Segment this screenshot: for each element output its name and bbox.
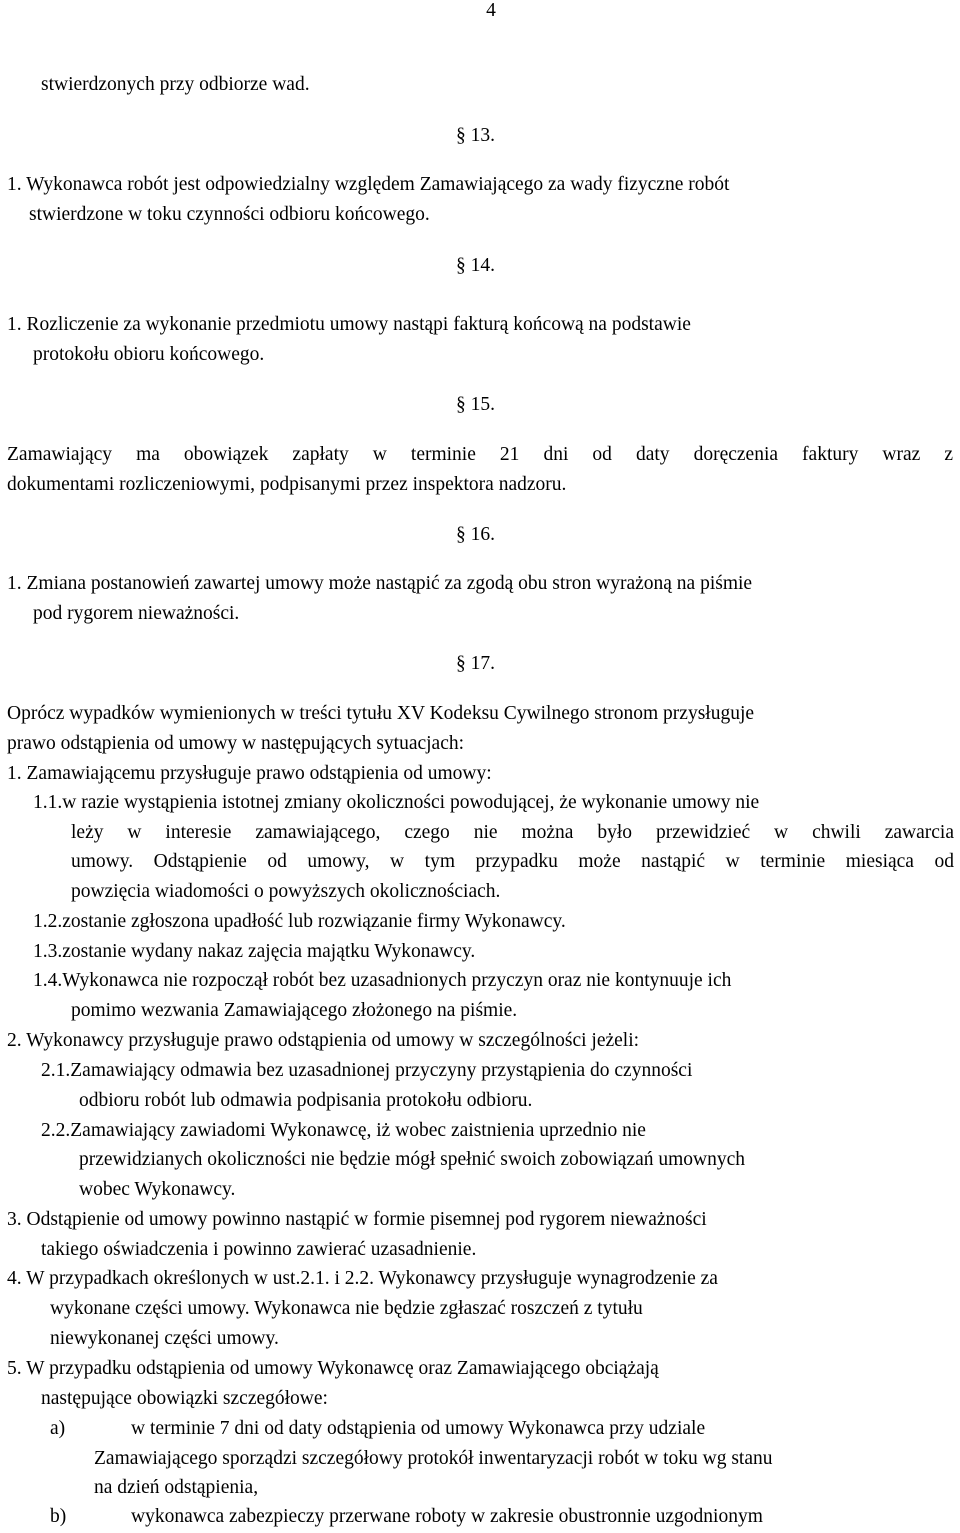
text-line: dokumentami rozliczeniowymi, podpisanymi przez inspektora nadzoru. — [7, 474, 567, 495]
page-number: 4 — [486, 0, 496, 21]
text-line: odbioru robót lub odmawia podpisania protokołu odbioru. — [79, 1090, 533, 1111]
text-line: wykonane części umowy. Wykonawca nie będzie zgłaszać roszczeń z tytułu — [50, 1298, 643, 1319]
text-line: Zamawiającego sporządzi szczegółowy protokół inwentaryzacji robót w toku wg stanu — [94, 1448, 773, 1469]
text-line: protokołu obioru końcowego. — [33, 344, 265, 365]
text-line: następujące obowiązki szczegółowe: — [41, 1388, 328, 1409]
text-line: wobec Wykonawcy. — [79, 1179, 236, 1200]
text-line: 2.2.Zamawiający zawiadomi Wykonawcę, iż wobec zaistnienia uprzednio nie — [41, 1120, 646, 1141]
text-line: 1.4.Wykonawca nie rozpoczął robót bez uzasadnionych przyczyn oraz nie kontynuuje ich — [33, 970, 732, 991]
text-line: stwierdzonych przy odbiorze wad. — [41, 74, 310, 95]
text-line: pomimo wezwania Zamawiającego złożonego na piśmie. — [71, 1000, 518, 1021]
section-heading: § 15. — [456, 394, 495, 415]
text-line: 1.2.zostanie zgłoszona upadłość lub rozwiązanie firmy Wykonawcy. — [33, 911, 566, 932]
text-line: w terminie 7 dni od daty odstąpienia od umowy Wykonawca przy udziale — [131, 1418, 706, 1439]
text-line: 1.1.w razie wystąpienia istotnej zmiany okoliczności powodującej, że wykonanie umowy nie — [33, 792, 760, 813]
text-line: stwierdzone w toku czynności odbioru końcowego. — [29, 204, 430, 225]
section-heading: § 14. — [456, 255, 495, 276]
text-line: 1. Rozliczenie za wykonanie przedmiotu umowy nastąpi fakturą końcową na podstawie — [7, 314, 691, 335]
text-line: a) — [50, 1418, 66, 1439]
text-line: Oprócz wypadków wymienionych w treści tytułu XV Kodeksu Cywilnego stronom przysługuje — [7, 703, 755, 724]
text-line: b) — [50, 1506, 67, 1527]
text-line: umowy. Odstąpienie od umowy, w tym przypadku może nastąpić w terminie miesiąca od — [71, 851, 954, 872]
text-line: powzięcia wiadomości o powyższych okolicznościach. — [71, 881, 501, 902]
text-line: 2.1.Zamawiający odmawia bez uzasadnionej przyczyny przystąpienia do czynności — [41, 1060, 693, 1081]
text-line: niewykonanej części umowy. — [50, 1328, 279, 1349]
text-line: przewidzianych okoliczności nie będzie mógł spełnić swoich zobowiązań umownych — [79, 1149, 746, 1170]
text-line: na dzień odstąpienia, — [94, 1477, 259, 1498]
text-line: 1. Wykonawca robót jest odpowiedzialny względem Zamawiającego za wady fizyczne robót — [7, 174, 730, 195]
section-heading: § 13. — [456, 125, 495, 146]
text-line: 3. Odstąpienie od umowy powinno nastąpić w formie pisemnej pod rygorem nieważności — [7, 1209, 707, 1230]
text-line: 1.3.zostanie wydany nakaz zajęcia majątku Wykonawcy. — [33, 941, 476, 962]
text-line: 4. W przypadkach określonych w ust.2.1. i 2.2. Wykonawcy przysługuje wynagrodzenie za — [7, 1268, 718, 1289]
text-line: prawo odstąpienia od umowy w następujących sytuacjach: — [7, 733, 465, 754]
text-line: leży w interesie zamawiającego, czego nie można było przewidzieć w chwili zawarcia — [71, 822, 954, 843]
text-line: 2. Wykonawcy przysługuje prawo odstąpienia od umowy w szczególności jeżeli: — [7, 1030, 640, 1051]
text-line: 1. Zmiana postanowień zawartej umowy może nastąpić za zgodą obu stron wyrażoną na piśmie — [7, 573, 753, 594]
text-line: 5. W przypadku odstąpienia od umowy Wykonawcę oraz Zamawiającego obciążają — [7, 1358, 659, 1379]
text-line: wykonawca zabezpieczy przerwane roboty w zakresie obustronnie uzgodnionym — [131, 1506, 763, 1527]
section-heading: § 16. — [456, 524, 495, 545]
text-line: 1. Zamawiającemu przysługuje prawo odstąpienia od umowy: — [7, 763, 492, 784]
text-line: pod rygorem nieważności. — [33, 603, 240, 624]
text-line: takiego oświadczenia i powinno zawierać uzasadnienie. — [41, 1239, 477, 1260]
section-heading: § 17. — [456, 653, 495, 674]
text-line: Zamawiający ma obowiązek zapłaty w terminie 21 dni od daty doręczenia faktury wraz z — [7, 444, 953, 465]
